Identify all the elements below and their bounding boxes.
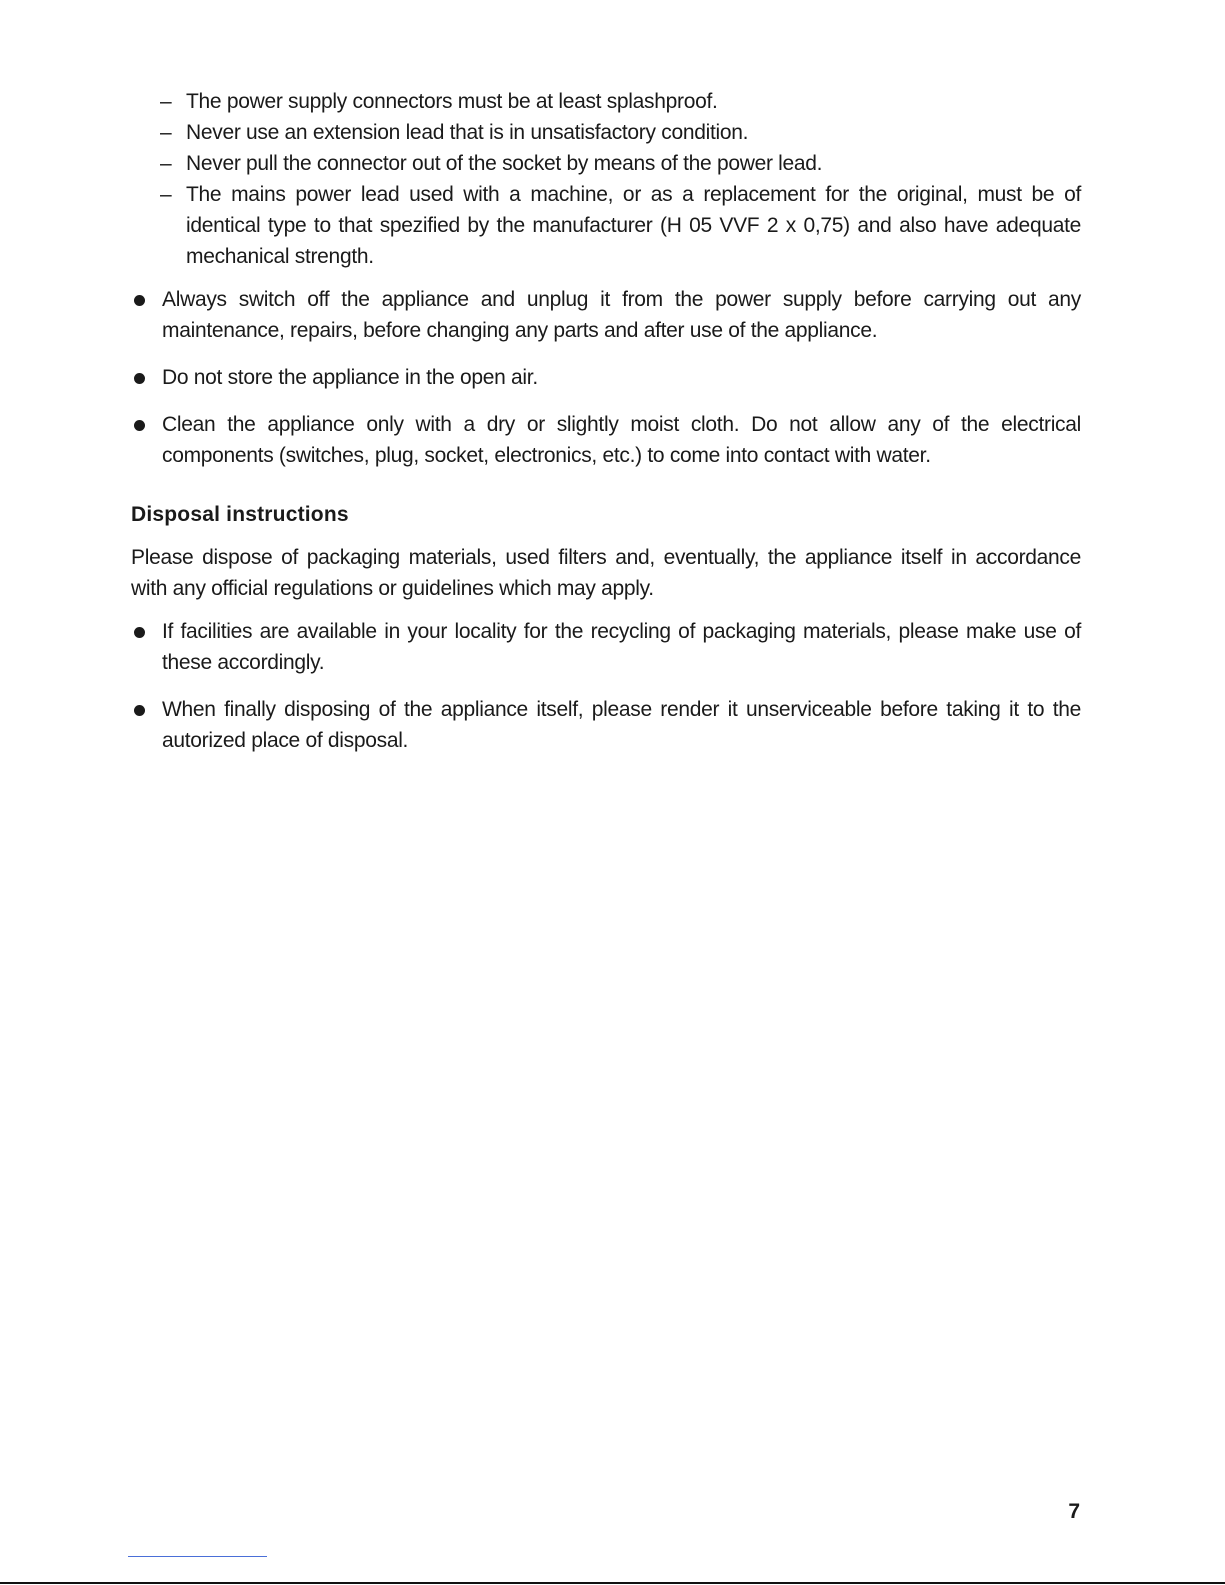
bullet-list-item [131, 409, 1081, 471]
bullet-item-text: Clean the appliance only with a dry or slightly moist cloth. Do not allow any of the electrical components (switches, plug, socket, electronics, etc.) to come into contact with water. [162, 413, 1081, 467]
dash-list-item [131, 179, 1081, 272]
safety-bullet-list [131, 284, 1081, 471]
dash-list-item [131, 148, 1081, 179]
dash-item-text: Never pull the connector out of the socket by means of the power lead. [186, 152, 823, 175]
disposal-heading: Disposal instructions [131, 503, 349, 526]
bullet-dot-icon [134, 627, 145, 638]
page-content [131, 86, 1081, 772]
bullet-list-item [131, 694, 1081, 756]
dash-list-item [131, 86, 1081, 117]
dash-marker: – [160, 121, 172, 144]
disposal-bullet-list [131, 616, 1081, 756]
dash-list-item [131, 117, 1081, 148]
dash-marker: – [160, 183, 172, 206]
dash-item-text: Never use an extension lead that is in unsatisfactory condition. [186, 121, 749, 144]
disposal-intro-paragraph: Please dispose of packaging materials, used filters and, eventually, the appliance itself in accordance with any official regulations or guidelines which may apply. [131, 546, 1081, 600]
footer-rule [128, 1556, 267, 1557]
bullet-list-item [131, 616, 1081, 678]
page-number: 7 [1068, 1500, 1080, 1523]
bullet-dot-icon [134, 705, 145, 716]
power-supply-dash-list [131, 86, 1081, 272]
dash-marker: – [160, 90, 172, 113]
page-bottom-edge [0, 1582, 1225, 1584]
bullet-item-text: Always switch off the appliance and unplug it from the power supply before carrying out any maintenance, repairs, before changing any parts and after use of the appliance. [162, 288, 1081, 342]
bullet-list-item [131, 362, 1081, 393]
dash-marker: – [160, 152, 172, 175]
bullet-dot-icon [134, 373, 145, 384]
dash-item-text: The mains power lead used with a machine, or as a replacement for the original, must be of identical type to that spezified by the manufacturer (H 05 VVF 2 x 0,75) and also have adequate mechanical strength. [186, 183, 1081, 268]
dash-item-text: The power supply connectors must be at least splashproof. [186, 90, 718, 113]
bullet-dot-icon [134, 295, 145, 306]
bullet-item-text: When finally disposing of the appliance itself, please render it unserviceable before taking it to the autorized place of disposal. [162, 698, 1081, 752]
bullet-list-item [131, 284, 1081, 346]
bullet-item-text: If facilities are available in your locality for the recycling of packaging materials, please make use of these accordingly. [162, 620, 1081, 674]
bullet-dot-icon [134, 420, 145, 431]
bullet-item-text: Do not store the appliance in the open air. [162, 366, 538, 389]
